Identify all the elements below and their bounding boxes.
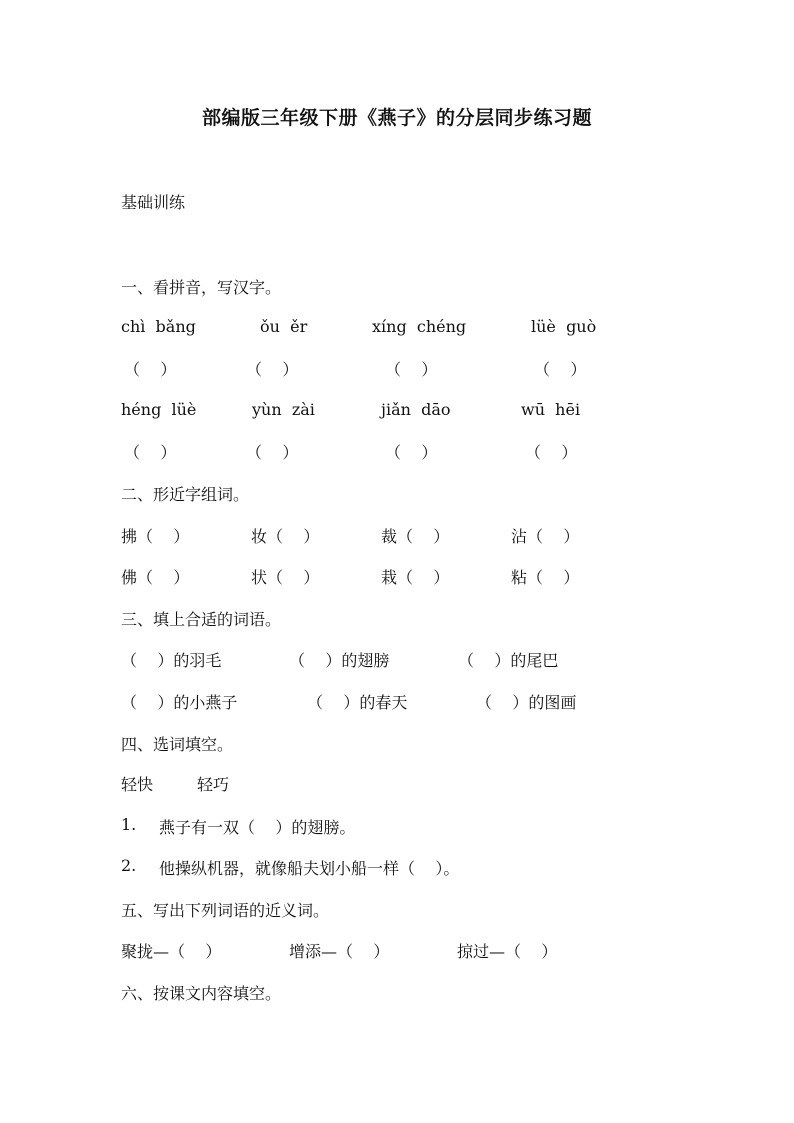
char-item: 裁（ ） — [381, 527, 450, 546]
item-text: 他操纵机器，就像船夫划小船一样（ ）。 — [159, 859, 460, 878]
synonym-item: 增添—（ ） — [289, 942, 390, 961]
char-item: 佛（ ） — [121, 568, 190, 587]
pinyin-item: xíng chéng — [372, 317, 467, 336]
q1-heading: 一、看拼音，写汉字。 — [121, 278, 282, 297]
answer-blank: （ ） — [385, 360, 438, 379]
phrase-item: （ ）的翅膀 — [289, 651, 390, 670]
phrase-item: （ ）的春天 — [307, 693, 408, 712]
pinyin-item: héng lüè — [121, 400, 197, 419]
answer-blank: （ ） — [385, 443, 438, 462]
synonym-item: 掠过—（ ） — [457, 942, 558, 961]
page-title: 部编版三年级下册《燕子》的分层同步练习题 — [201, 107, 592, 129]
char-item: 粘（ ） — [511, 568, 580, 587]
word-choice: 轻快 — [121, 775, 154, 794]
answer-blank: （ ） — [246, 443, 299, 462]
char-item: 妆（ ） — [251, 527, 320, 546]
pinyin-item: yùn zài — [252, 400, 315, 419]
phrase-item: （ ）的小燕子 — [121, 693, 238, 712]
item-number: 1. — [121, 815, 137, 834]
synonym-item: 聚拢—（ ） — [121, 942, 222, 961]
q5-heading: 五、写出下列词语的近义词。 — [121, 901, 330, 920]
item-number: 2. — [121, 856, 137, 875]
q3-heading: 三、填上合适的词语。 — [121, 610, 282, 629]
char-item: 状（ ） — [251, 568, 320, 587]
answer-blank: （ ） — [246, 360, 299, 379]
q6-heading: 六、按课文内容填空。 — [121, 984, 282, 1003]
pinyin-item: ǒu ěr — [260, 317, 308, 336]
answer-blank: （ ） — [525, 443, 578, 462]
answer-blank: （ ） — [124, 443, 177, 462]
answer-blank: （ ） — [534, 360, 587, 379]
pinyin-item: lüè guò — [531, 317, 597, 336]
phrase-item: （ ）的羽毛 — [121, 651, 222, 670]
q4-heading: 四、选词填空。 — [121, 735, 234, 754]
item-text: 燕子有一双（ ）的翅膀。 — [159, 818, 356, 837]
phrase-item: （ ）的尾巴 — [458, 651, 559, 670]
pinyin-item: wū hēi — [521, 400, 581, 419]
char-item: 沾（ ） — [511, 527, 580, 546]
q2-heading: 二、形近字组词。 — [121, 485, 250, 504]
pinyin-item: chì bǎng — [121, 317, 196, 336]
answer-blank: （ ） — [124, 360, 177, 379]
word-choice: 轻巧 — [197, 775, 230, 794]
pinyin-item: jiǎn dāo — [381, 400, 451, 419]
section-label: 基础训练 — [121, 193, 186, 212]
phrase-item: （ ）的图画 — [476, 693, 577, 712]
char-item: 拂（ ） — [121, 527, 190, 546]
char-item: 栽（ ） — [381, 568, 450, 587]
